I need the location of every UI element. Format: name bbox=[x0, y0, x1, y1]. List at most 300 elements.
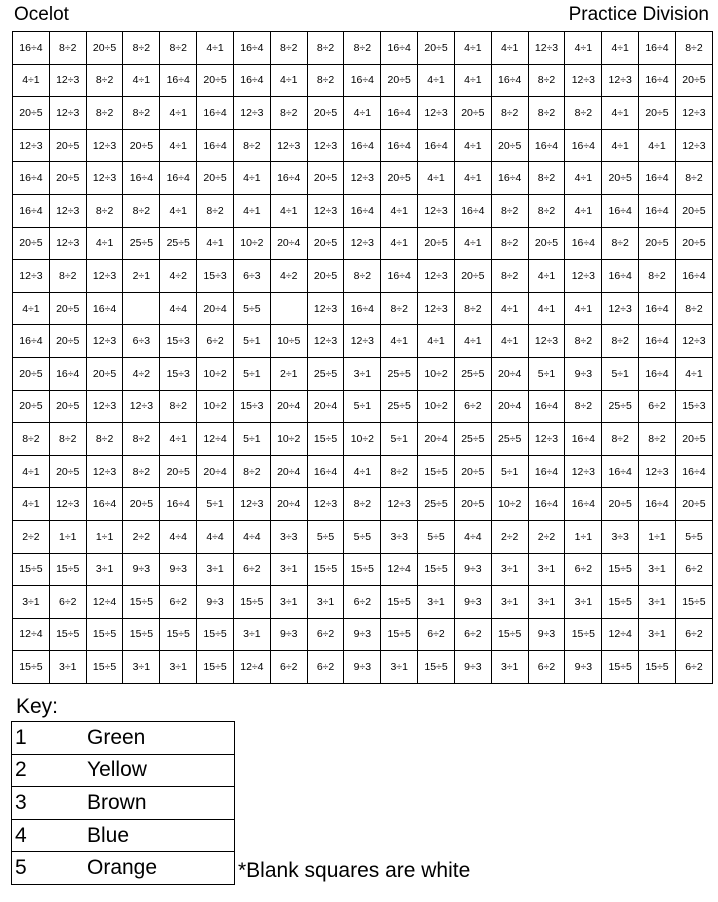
grid-cell[interactable]: 20÷5 bbox=[197, 64, 234, 97]
grid-cell[interactable]: 5÷5 bbox=[675, 520, 712, 553]
grid-cell[interactable]: 16÷4 bbox=[639, 325, 676, 358]
grid-cell[interactable]: 15÷5 bbox=[491, 618, 528, 651]
grid-cell[interactable]: 20÷5 bbox=[13, 227, 50, 260]
grid-cell[interactable]: 3÷1 bbox=[528, 586, 565, 619]
grid-cell[interactable]: 12÷3 bbox=[602, 292, 639, 325]
grid-cell[interactable]: 16÷4 bbox=[454, 194, 491, 227]
grid-cell[interactable]: 25÷5 bbox=[307, 357, 344, 390]
grid-cell[interactable]: 6÷3 bbox=[123, 325, 160, 358]
grid-cell[interactable]: 8÷2 bbox=[86, 194, 123, 227]
grid-cell[interactable]: 6÷2 bbox=[565, 553, 602, 586]
grid-cell[interactable]: 4÷4 bbox=[233, 520, 270, 553]
grid-cell[interactable]: 9÷3 bbox=[123, 553, 160, 586]
grid-cell[interactable]: 16÷4 bbox=[13, 162, 50, 195]
grid-cell[interactable]: 2÷2 bbox=[13, 520, 50, 553]
grid-cell[interactable]: 8÷2 bbox=[197, 194, 234, 227]
grid-cell[interactable]: 12÷3 bbox=[49, 97, 86, 130]
grid-cell[interactable]: 8÷2 bbox=[381, 455, 418, 488]
grid-cell[interactable]: 3÷1 bbox=[491, 651, 528, 684]
grid-cell[interactable]: 4÷1 bbox=[454, 32, 491, 65]
grid-cell[interactable]: 16÷4 bbox=[675, 260, 712, 293]
grid-cell[interactable]: 9÷3 bbox=[197, 586, 234, 619]
grid-cell[interactable]: 12÷3 bbox=[270, 129, 307, 162]
grid-cell[interactable]: 5÷1 bbox=[233, 423, 270, 456]
grid-cell[interactable]: 3÷3 bbox=[270, 520, 307, 553]
grid-cell[interactable]: 4÷1 bbox=[565, 32, 602, 65]
grid-cell[interactable]: 6÷3 bbox=[233, 260, 270, 293]
grid-cell[interactable]: 4÷4 bbox=[197, 520, 234, 553]
grid-cell[interactable]: 8÷2 bbox=[565, 325, 602, 358]
grid-cell[interactable]: 12÷3 bbox=[418, 292, 455, 325]
grid-cell[interactable]: 4÷2 bbox=[270, 260, 307, 293]
grid-cell[interactable]: 16÷4 bbox=[675, 455, 712, 488]
grid-cell[interactable]: 20÷5 bbox=[49, 390, 86, 423]
grid-cell[interactable]: 4÷1 bbox=[565, 162, 602, 195]
grid-cell[interactable]: 15÷5 bbox=[602, 651, 639, 684]
grid-cell[interactable]: 8÷2 bbox=[49, 32, 86, 65]
grid-cell[interactable]: 12÷3 bbox=[344, 325, 381, 358]
grid-cell[interactable]: 4÷1 bbox=[13, 64, 50, 97]
grid-cell[interactable]: 8÷2 bbox=[160, 32, 197, 65]
grid-cell[interactable]: 10÷2 bbox=[197, 357, 234, 390]
grid-cell[interactable]: 4÷1 bbox=[418, 325, 455, 358]
grid-cell[interactable]: 25÷5 bbox=[602, 390, 639, 423]
grid-cell[interactable]: 20÷5 bbox=[13, 390, 50, 423]
grid-cell[interactable]: 16÷4 bbox=[49, 357, 86, 390]
grid-cell[interactable]: 6÷2 bbox=[418, 618, 455, 651]
grid-cell[interactable]: 20÷5 bbox=[602, 162, 639, 195]
grid-cell[interactable]: 20÷5 bbox=[49, 455, 86, 488]
grid-cell[interactable]: 4÷1 bbox=[565, 194, 602, 227]
grid-cell[interactable]: 4÷1 bbox=[418, 162, 455, 195]
grid-cell[interactable]: 8÷2 bbox=[528, 162, 565, 195]
grid-cell[interactable]: 12÷3 bbox=[675, 97, 712, 130]
grid-cell[interactable]: 1÷1 bbox=[639, 520, 676, 553]
grid-cell[interactable]: 4÷1 bbox=[491, 292, 528, 325]
grid-cell[interactable]: 4÷1 bbox=[454, 227, 491, 260]
grid-cell[interactable]: 8÷2 bbox=[454, 292, 491, 325]
grid-cell[interactable]: 25÷5 bbox=[381, 357, 418, 390]
grid-cell[interactable]: 3÷1 bbox=[639, 618, 676, 651]
grid-cell[interactable]: 8÷2 bbox=[344, 260, 381, 293]
grid-cell[interactable]: 20÷5 bbox=[307, 162, 344, 195]
grid-cell[interactable]: 12÷3 bbox=[528, 32, 565, 65]
grid-cell[interactable]: 5÷1 bbox=[233, 325, 270, 358]
grid-cell[interactable]: 20÷5 bbox=[491, 129, 528, 162]
grid-cell[interactable]: 8÷2 bbox=[233, 455, 270, 488]
grid-cell[interactable]: 12÷3 bbox=[675, 129, 712, 162]
grid-cell[interactable]: 20÷5 bbox=[49, 129, 86, 162]
grid-cell[interactable]: 4÷1 bbox=[528, 260, 565, 293]
grid-cell[interactable]: 16÷4 bbox=[639, 357, 676, 390]
grid-cell[interactable]: 4÷1 bbox=[344, 455, 381, 488]
grid-cell[interactable]: 16÷4 bbox=[160, 162, 197, 195]
grid-cell[interactable]: 12÷4 bbox=[13, 618, 50, 651]
grid-cell[interactable]: 12÷3 bbox=[49, 488, 86, 521]
grid-cell[interactable]: 8÷2 bbox=[270, 97, 307, 130]
grid-cell[interactable]: 5÷1 bbox=[344, 390, 381, 423]
grid-cell[interactable]: 15÷5 bbox=[123, 586, 160, 619]
grid-cell[interactable]: 15÷5 bbox=[344, 553, 381, 586]
grid-cell[interactable]: 10÷2 bbox=[197, 390, 234, 423]
grid-cell[interactable]: 20÷5 bbox=[49, 162, 86, 195]
grid-cell[interactable]: 9÷3 bbox=[565, 357, 602, 390]
grid-cell[interactable]: 16÷4 bbox=[528, 390, 565, 423]
grid-cell[interactable]: 12÷3 bbox=[233, 488, 270, 521]
grid-cell[interactable]: 4÷1 bbox=[528, 292, 565, 325]
grid-cell[interactable]: 6÷2 bbox=[528, 651, 565, 684]
grid-cell[interactable]: 16÷4 bbox=[491, 162, 528, 195]
grid-cell[interactable]: 5÷1 bbox=[528, 357, 565, 390]
grid-cell[interactable]: 8÷2 bbox=[639, 423, 676, 456]
grid-cell[interactable]: 8÷2 bbox=[528, 97, 565, 130]
grid-cell[interactable]: 20÷5 bbox=[675, 194, 712, 227]
grid-cell[interactable]: 1÷1 bbox=[565, 520, 602, 553]
grid-cell[interactable]: 3÷1 bbox=[639, 586, 676, 619]
grid-cell[interactable]: 8÷2 bbox=[602, 423, 639, 456]
grid-cell[interactable]: 4÷2 bbox=[123, 357, 160, 390]
grid-cell[interactable]: 20÷5 bbox=[418, 32, 455, 65]
grid-cell[interactable]: 15÷5 bbox=[675, 586, 712, 619]
grid-cell[interactable]: 4÷1 bbox=[454, 162, 491, 195]
grid-cell[interactable]: 15÷5 bbox=[381, 618, 418, 651]
grid-cell[interactable]: 6÷2 bbox=[639, 390, 676, 423]
grid-cell[interactable]: 20÷4 bbox=[197, 455, 234, 488]
grid-cell[interactable]: 12÷4 bbox=[86, 586, 123, 619]
grid-cell[interactable]: 20÷5 bbox=[381, 64, 418, 97]
grid-cell[interactable]: 25÷5 bbox=[418, 488, 455, 521]
grid-cell[interactable]: 12÷3 bbox=[86, 260, 123, 293]
grid-cell[interactable]: 12÷3 bbox=[602, 64, 639, 97]
grid-cell[interactable]: 20÷5 bbox=[13, 357, 50, 390]
grid-cell[interactable]: 4÷1 bbox=[602, 32, 639, 65]
grid-cell[interactable]: 20÷5 bbox=[675, 423, 712, 456]
grid-cell[interactable]: 20÷5 bbox=[13, 97, 50, 130]
grid-cell[interactable]: 16÷4 bbox=[639, 292, 676, 325]
grid-cell[interactable]: 15÷5 bbox=[418, 553, 455, 586]
grid-cell[interactable]: 1÷1 bbox=[49, 520, 86, 553]
grid-cell[interactable]: 12÷3 bbox=[418, 194, 455, 227]
grid-cell[interactable]: 16÷4 bbox=[418, 129, 455, 162]
grid-cell[interactable]: 20÷5 bbox=[123, 129, 160, 162]
grid-cell[interactable]: 20÷4 bbox=[270, 227, 307, 260]
grid-cell[interactable]: 15÷5 bbox=[381, 586, 418, 619]
grid-cell[interactable]: 12÷3 bbox=[418, 97, 455, 130]
grid-cell[interactable]: 4÷4 bbox=[160, 520, 197, 553]
grid-cell[interactable]: 16÷4 bbox=[602, 455, 639, 488]
grid-cell[interactable]: 1÷1 bbox=[86, 520, 123, 553]
grid-cell[interactable]: 15÷5 bbox=[307, 423, 344, 456]
grid-cell[interactable]: 12÷3 bbox=[307, 292, 344, 325]
grid-cell[interactable]: 3÷1 bbox=[344, 357, 381, 390]
grid-cell[interactable]: 12÷4 bbox=[602, 618, 639, 651]
grid-cell[interactable]: 10÷2 bbox=[233, 227, 270, 260]
grid-cell[interactable]: 20÷4 bbox=[307, 390, 344, 423]
grid-cell[interactable]: 3÷1 bbox=[86, 553, 123, 586]
grid-cell[interactable]: 3÷1 bbox=[491, 553, 528, 586]
grid-cell[interactable]: 4÷1 bbox=[454, 325, 491, 358]
grid-cell[interactable]: 8÷2 bbox=[123, 455, 160, 488]
grid-cell[interactable]: 10÷5 bbox=[270, 325, 307, 358]
grid-cell[interactable]: 10÷2 bbox=[491, 488, 528, 521]
grid-cell[interactable]: 15÷5 bbox=[602, 586, 639, 619]
grid-cell[interactable]: 12÷3 bbox=[49, 194, 86, 227]
grid-cell[interactable]: 15÷5 bbox=[233, 586, 270, 619]
grid-cell[interactable]: 4÷1 bbox=[160, 129, 197, 162]
grid-cell[interactable]: 15÷3 bbox=[675, 390, 712, 423]
grid-cell[interactable]: 9÷3 bbox=[454, 553, 491, 586]
grid-cell[interactable]: 12÷3 bbox=[86, 162, 123, 195]
grid-cell[interactable]: 20÷4 bbox=[197, 292, 234, 325]
grid-cell[interactable]: 20÷5 bbox=[86, 357, 123, 390]
grid-cell[interactable]: 12÷3 bbox=[528, 423, 565, 456]
grid-cell[interactable]: 6÷2 bbox=[344, 586, 381, 619]
grid-cell[interactable]: 8÷2 bbox=[675, 162, 712, 195]
grid-cell[interactable]: 4÷4 bbox=[160, 292, 197, 325]
grid-cell[interactable]: 4÷1 bbox=[123, 64, 160, 97]
grid-cell[interactable]: 4÷1 bbox=[639, 129, 676, 162]
grid-cell[interactable]: 20÷5 bbox=[602, 488, 639, 521]
grid-cell[interactable]: 8÷2 bbox=[491, 260, 528, 293]
grid-cell[interactable]: 20÷5 bbox=[307, 227, 344, 260]
grid-cell[interactable]: 15÷5 bbox=[197, 618, 234, 651]
grid-cell[interactable]: 16÷4 bbox=[602, 260, 639, 293]
grid-cell[interactable]: 3÷1 bbox=[49, 651, 86, 684]
grid-cell[interactable]: 12÷3 bbox=[565, 455, 602, 488]
grid-cell[interactable]: 12÷3 bbox=[344, 227, 381, 260]
grid-cell[interactable]: 5÷5 bbox=[307, 520, 344, 553]
grid-cell[interactable]: 16÷4 bbox=[602, 194, 639, 227]
grid-cell[interactable]: 2÷1 bbox=[270, 357, 307, 390]
grid-cell[interactable]: 12÷3 bbox=[307, 488, 344, 521]
grid-cell-blank[interactable] bbox=[270, 292, 307, 325]
grid-cell[interactable]: 12÷3 bbox=[565, 64, 602, 97]
grid-cell[interactable]: 8÷2 bbox=[639, 260, 676, 293]
grid-cell[interactable]: 4÷1 bbox=[270, 194, 307, 227]
grid-cell[interactable]: 5÷5 bbox=[418, 520, 455, 553]
grid-cell[interactable]: 3÷1 bbox=[123, 651, 160, 684]
grid-cell[interactable]: 20÷4 bbox=[491, 357, 528, 390]
grid-cell[interactable]: 4÷1 bbox=[160, 194, 197, 227]
grid-cell[interactable]: 15÷5 bbox=[49, 618, 86, 651]
grid-cell[interactable]: 4÷1 bbox=[233, 162, 270, 195]
grid-cell[interactable]: 4÷1 bbox=[454, 64, 491, 97]
grid-cell[interactable]: 12÷3 bbox=[344, 162, 381, 195]
grid-cell[interactable]: 10÷2 bbox=[270, 423, 307, 456]
grid-cell[interactable]: 6÷2 bbox=[307, 618, 344, 651]
grid-cell[interactable]: 8÷2 bbox=[123, 194, 160, 227]
grid-cell[interactable]: 16÷4 bbox=[13, 325, 50, 358]
grid-cell[interactable]: 8÷2 bbox=[160, 390, 197, 423]
grid-cell[interactable]: 8÷2 bbox=[491, 194, 528, 227]
grid-cell[interactable]: 15÷5 bbox=[639, 651, 676, 684]
grid-cell[interactable]: 8÷2 bbox=[491, 227, 528, 260]
grid-cell[interactable]: 4÷1 bbox=[602, 129, 639, 162]
grid-cell[interactable]: 4÷1 bbox=[675, 357, 712, 390]
grid-cell[interactable]: 15÷3 bbox=[160, 357, 197, 390]
grid-cell[interactable]: 5÷5 bbox=[233, 292, 270, 325]
grid-cell[interactable]: 12÷3 bbox=[86, 129, 123, 162]
grid-cell[interactable]: 3÷3 bbox=[381, 520, 418, 553]
grid-cell[interactable]: 3÷1 bbox=[160, 651, 197, 684]
grid-cell[interactable]: 25÷5 bbox=[123, 227, 160, 260]
grid-cell[interactable]: 16÷4 bbox=[639, 64, 676, 97]
grid-cell[interactable]: 20÷5 bbox=[49, 292, 86, 325]
grid-cell[interactable]: 8÷2 bbox=[675, 32, 712, 65]
grid-cell[interactable]: 15÷5 bbox=[13, 553, 50, 586]
grid-cell[interactable]: 16÷4 bbox=[565, 227, 602, 260]
grid-cell[interactable]: 9÷3 bbox=[344, 651, 381, 684]
grid-cell[interactable]: 4÷1 bbox=[381, 227, 418, 260]
grid-cell[interactable]: 12÷3 bbox=[13, 129, 50, 162]
grid-cell[interactable]: 8÷2 bbox=[307, 64, 344, 97]
grid-cell[interactable]: 2÷2 bbox=[491, 520, 528, 553]
grid-cell[interactable]: 16÷4 bbox=[233, 32, 270, 65]
grid-cell[interactable]: 20÷5 bbox=[454, 97, 491, 130]
grid-cell[interactable]: 4÷1 bbox=[197, 227, 234, 260]
grid-cell[interactable]: 15÷5 bbox=[86, 651, 123, 684]
grid-cell[interactable]: 6÷2 bbox=[675, 618, 712, 651]
grid-cell[interactable]: 4÷1 bbox=[13, 488, 50, 521]
grid-cell[interactable]: 20÷5 bbox=[307, 97, 344, 130]
grid-cell[interactable]: 4÷1 bbox=[233, 194, 270, 227]
grid-cell[interactable]: 16÷4 bbox=[344, 129, 381, 162]
grid-cell[interactable]: 20÷5 bbox=[454, 455, 491, 488]
grid-cell[interactable]: 16÷4 bbox=[639, 488, 676, 521]
grid-cell[interactable]: 12÷4 bbox=[381, 553, 418, 586]
grid-cell[interactable]: 4÷1 bbox=[418, 64, 455, 97]
grid-cell[interactable]: 15÷5 bbox=[418, 455, 455, 488]
grid-cell[interactable]: 15÷5 bbox=[86, 618, 123, 651]
grid-cell[interactable]: 9÷3 bbox=[565, 651, 602, 684]
grid-cell[interactable]: 9÷3 bbox=[344, 618, 381, 651]
grid-cell[interactable]: 4÷1 bbox=[602, 97, 639, 130]
grid-cell[interactable]: 8÷2 bbox=[344, 32, 381, 65]
grid-cell[interactable]: 4÷1 bbox=[270, 64, 307, 97]
grid-cell[interactable]: 8÷2 bbox=[49, 423, 86, 456]
grid-cell[interactable]: 3÷1 bbox=[565, 586, 602, 619]
grid-cell[interactable]: 5÷1 bbox=[381, 423, 418, 456]
grid-cell[interactable]: 6÷2 bbox=[675, 553, 712, 586]
grid-cell[interactable]: 16÷4 bbox=[528, 129, 565, 162]
grid-cell[interactable]: 5÷1 bbox=[491, 455, 528, 488]
grid-cell[interactable]: 4÷1 bbox=[13, 292, 50, 325]
grid-cell[interactable]: 16÷4 bbox=[344, 194, 381, 227]
grid-cell[interactable]: 8÷2 bbox=[123, 97, 160, 130]
grid-cell[interactable]: 12÷3 bbox=[86, 455, 123, 488]
grid-cell[interactable]: 3÷1 bbox=[381, 651, 418, 684]
grid-cell[interactable]: 8÷2 bbox=[86, 423, 123, 456]
grid-cell[interactable]: 20÷5 bbox=[86, 32, 123, 65]
grid-cell[interactable]: 6÷2 bbox=[675, 651, 712, 684]
grid-cell[interactable]: 9÷3 bbox=[454, 586, 491, 619]
grid-cell[interactable]: 3÷1 bbox=[270, 553, 307, 586]
grid-cell[interactable]: 5÷1 bbox=[602, 357, 639, 390]
grid-cell[interactable]: 8÷2 bbox=[602, 325, 639, 358]
grid-cell[interactable]: 15÷5 bbox=[197, 651, 234, 684]
grid-cell[interactable]: 15÷3 bbox=[197, 260, 234, 293]
grid-cell[interactable]: 4÷1 bbox=[13, 455, 50, 488]
grid-cell[interactable]: 16÷4 bbox=[528, 455, 565, 488]
grid-cell[interactable]: 5÷1 bbox=[233, 357, 270, 390]
grid-cell[interactable]: 25÷5 bbox=[454, 423, 491, 456]
grid-cell[interactable]: 9÷3 bbox=[270, 618, 307, 651]
grid-cell[interactable]: 12÷3 bbox=[49, 64, 86, 97]
grid-cell[interactable]: 4÷1 bbox=[381, 194, 418, 227]
grid-cell[interactable]: 16÷4 bbox=[344, 292, 381, 325]
grid-cell[interactable]: 8÷2 bbox=[528, 194, 565, 227]
grid-cell[interactable]: 20÷5 bbox=[454, 488, 491, 521]
grid-cell[interactable]: 3÷1 bbox=[528, 553, 565, 586]
grid-cell[interactable]: 3÷1 bbox=[233, 618, 270, 651]
grid-cell[interactable]: 16÷4 bbox=[160, 488, 197, 521]
grid-cell[interactable]: 8÷2 bbox=[602, 227, 639, 260]
grid-cell[interactable]: 16÷4 bbox=[13, 194, 50, 227]
grid-cell[interactable]: 20÷5 bbox=[639, 97, 676, 130]
grid-cell[interactable]: 8÷2 bbox=[86, 97, 123, 130]
grid-cell[interactable]: 12÷3 bbox=[639, 455, 676, 488]
grid-cell[interactable]: 6÷2 bbox=[197, 325, 234, 358]
grid-cell[interactable]: 9÷3 bbox=[528, 618, 565, 651]
grid-cell[interactable]: 12÷3 bbox=[49, 227, 86, 260]
grid-cell[interactable]: 16÷4 bbox=[565, 488, 602, 521]
grid-cell[interactable]: 2÷1 bbox=[123, 260, 160, 293]
grid-cell[interactable]: 3÷1 bbox=[270, 586, 307, 619]
grid-cell[interactable]: 8÷2 bbox=[381, 292, 418, 325]
grid-cell[interactable]: 16÷4 bbox=[123, 162, 160, 195]
grid-cell[interactable]: 12÷3 bbox=[307, 129, 344, 162]
grid-cell[interactable]: 12÷3 bbox=[675, 325, 712, 358]
grid-cell[interactable]: 16÷4 bbox=[381, 32, 418, 65]
grid-cell[interactable]: 20÷4 bbox=[270, 390, 307, 423]
grid-cell[interactable]: 15÷5 bbox=[418, 651, 455, 684]
grid-cell[interactable]: 20÷5 bbox=[49, 325, 86, 358]
grid-cell[interactable]: 15÷5 bbox=[160, 618, 197, 651]
grid-cell[interactable]: 5÷5 bbox=[344, 520, 381, 553]
grid-cell[interactable]: 15÷3 bbox=[160, 325, 197, 358]
grid-cell[interactable]: 20÷4 bbox=[491, 390, 528, 423]
grid-cell[interactable]: 20÷5 bbox=[123, 488, 160, 521]
grid-cell[interactable]: 2÷2 bbox=[528, 520, 565, 553]
grid-cell[interactable]: 4÷1 bbox=[197, 32, 234, 65]
grid-cell[interactable]: 16÷4 bbox=[639, 194, 676, 227]
grid-cell[interactable]: 12÷3 bbox=[86, 325, 123, 358]
grid-cell[interactable]: 25÷5 bbox=[160, 227, 197, 260]
grid-cell[interactable]: 20÷5 bbox=[528, 227, 565, 260]
grid-cell[interactable]: 16÷4 bbox=[13, 32, 50, 65]
grid-cell[interactable]: 6÷2 bbox=[454, 618, 491, 651]
grid-cell[interactable]: 4÷4 bbox=[454, 520, 491, 553]
grid-cell[interactable]: 20÷5 bbox=[160, 455, 197, 488]
grid-cell[interactable]: 25÷5 bbox=[454, 357, 491, 390]
grid-cell[interactable]: 6÷2 bbox=[307, 651, 344, 684]
grid-cell[interactable]: 20÷5 bbox=[675, 488, 712, 521]
grid-cell[interactable]: 3÷1 bbox=[13, 586, 50, 619]
grid-cell[interactable]: 15÷5 bbox=[565, 618, 602, 651]
grid-cell[interactable]: 15÷5 bbox=[123, 618, 160, 651]
grid-cell[interactable]: 3÷1 bbox=[197, 553, 234, 586]
grid-cell[interactable]: 12÷3 bbox=[307, 194, 344, 227]
grid-cell[interactable]: 20÷4 bbox=[418, 423, 455, 456]
grid-cell[interactable]: 4÷1 bbox=[86, 227, 123, 260]
grid-cell[interactable]: 16÷4 bbox=[160, 64, 197, 97]
grid-cell[interactable]: 20÷5 bbox=[675, 227, 712, 260]
grid-cell[interactable]: 5÷1 bbox=[197, 488, 234, 521]
grid-cell[interactable]: 8÷2 bbox=[13, 423, 50, 456]
grid-cell[interactable]: 6÷2 bbox=[233, 553, 270, 586]
grid-cell[interactable]: 16÷4 bbox=[528, 488, 565, 521]
grid-cell[interactable]: 16÷4 bbox=[381, 260, 418, 293]
